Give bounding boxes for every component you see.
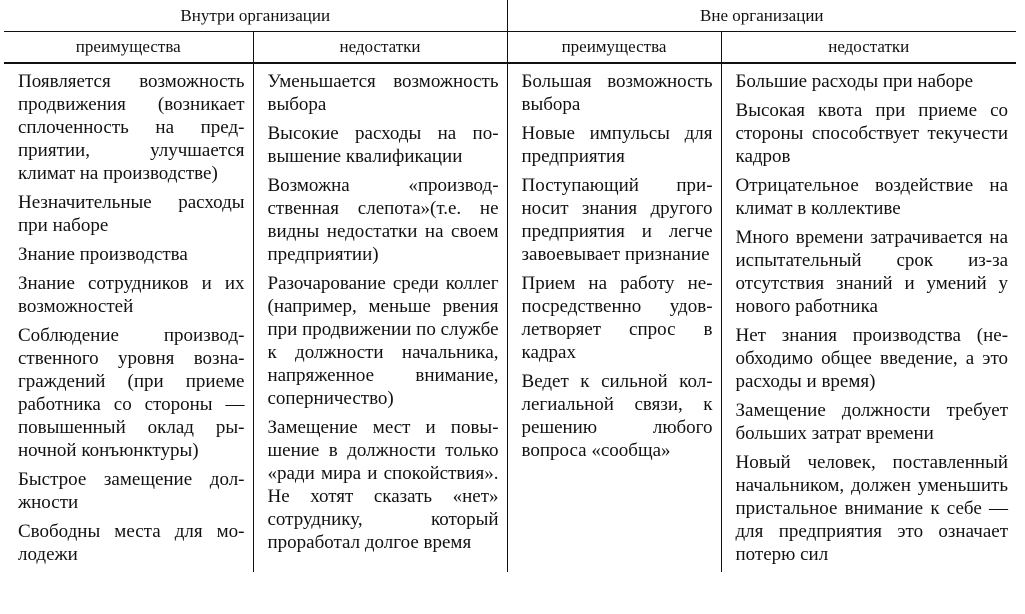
list-item: Ведет к сильной коллегиальной связи, к решению любого вопроса «сообща» (521, 371, 713, 461)
list-item: Нет знания производства (необходимо общее введение, а это расходы и время) (735, 325, 1009, 392)
list-item: Большая возможность выбора (521, 71, 713, 115)
outside-advantages-cell (507, 63, 721, 572)
list-item: Появляется возможность продвижения (возникает сплоченность на предприятии, улучшается климат на производстве) (18, 71, 245, 184)
inside-disadvantages-header: недостатки (253, 32, 507, 64)
list-item: Новые импульсы для предприятия (521, 123, 713, 167)
list-item: Замещение должности требует больших затрат времени (735, 400, 1009, 444)
list-item: Знание сотрудников и их возможностей (18, 273, 245, 317)
list-item: Большие расходы при наборе (735, 71, 974, 92)
list-item: Соблюдение производственного уровня вознаграждений (при приеме работника со стороны — повышенный оклад рыночной конъюнктуры) (18, 325, 245, 461)
list-item: Отрицательное воздействие на климат в коллективе (735, 175, 1009, 219)
content-row (4, 63, 1016, 572)
list-item: Уменьшается возможность выбора (267, 71, 499, 115)
list-item: Поступающий приносит знания другого предприятия и легче завоевывает признание (521, 175, 713, 265)
list-item: Быстрое замещение должности (18, 469, 245, 513)
inside-disadvantages-cell (253, 63, 507, 572)
outside-organization-header: Вне организации (507, 0, 1016, 32)
subheader-row (4, 32, 1016, 64)
list-item: Высокая квота при приеме со стороны способствует текучести кадров (735, 100, 1009, 167)
outside-disadvantages-cell (721, 63, 1016, 572)
list-item: Много времени затрачивается на испытательный срок из-за отсутствия знаний и умений у нового работника (735, 227, 1009, 317)
inside-advantages-header: преимущества (4, 32, 253, 64)
list-item: Знание производства (18, 244, 188, 265)
list-item: Новый человек, поставленный начальником, должен уменьшить пристальное внимание к себе — для предприятия это означает потерю сил (735, 452, 1009, 565)
outside-advantages-header: преимущества (507, 32, 721, 64)
recruitment-comparison-table (4, 0, 1016, 572)
outside-disadvantages-header: недостатки (721, 32, 1016, 64)
list-item: Прием на работу непосредственно удовлетворяет спрос в кадрах (521, 273, 713, 363)
inside-advantages-cell (4, 63, 253, 572)
list-item: Незначительные расходы при наборе (18, 192, 245, 236)
inside-organization-header: Внутри организации (4, 0, 507, 32)
group-header-row (4, 0, 1016, 32)
list-item: Разочарование среди коллег (например, меньше рвения при продвижении по службе к должности начальника, напряженное внимание, соперничество) (267, 273, 499, 409)
list-item: Замещение мест и повышение в должности только «ради мира и спокойствия». Не хотят сказать «нет» сотруднику, который проработал долгое время (267, 417, 499, 553)
list-item: Свободны места для молодежи (18, 521, 245, 565)
list-item: Высокие расходы на повышение квалификации (267, 123, 499, 167)
list-item: Возможна «производственная слепота»(т.е. не видны недостатки на своем предприятии) (267, 175, 499, 265)
